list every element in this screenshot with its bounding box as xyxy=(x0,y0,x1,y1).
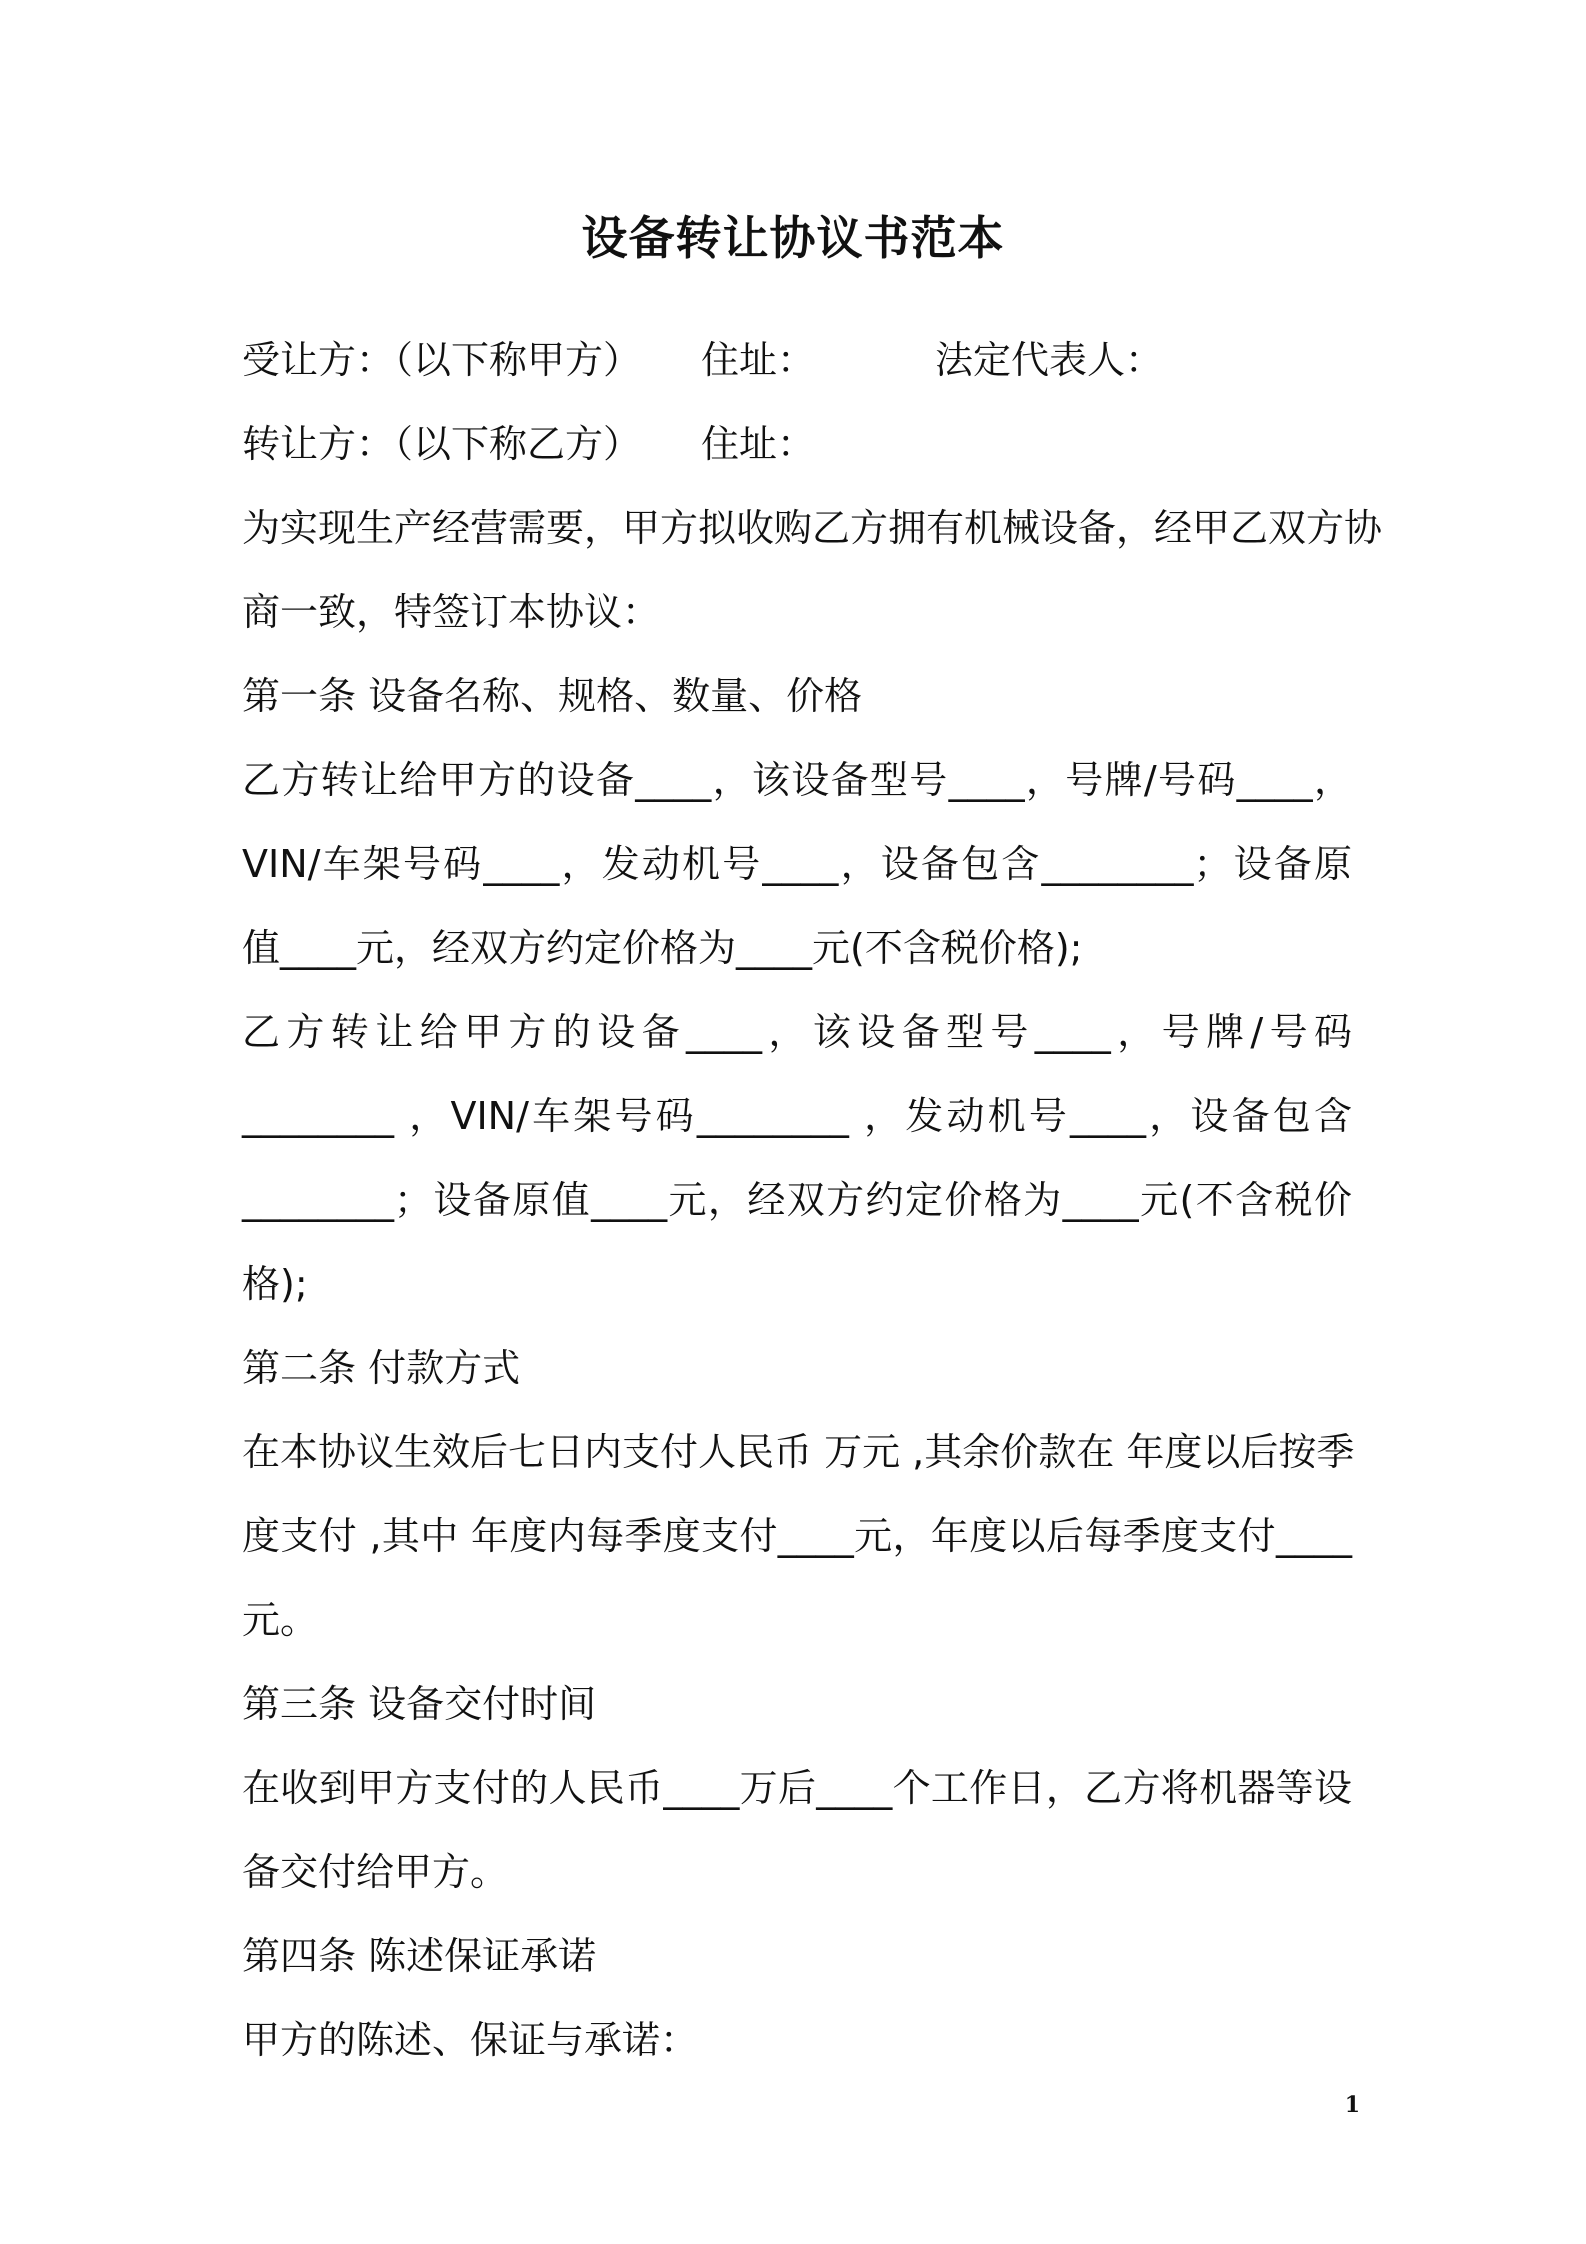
body-line: 为实现生产经营需要，甲方拟收购乙方拥有机械设备，经甲乙双方协 xyxy=(242,506,1383,550)
body-line: 乙方转让给甲方的设备____，该设备型号____，号牌/号码 xyxy=(242,1010,1352,1054)
body-line: ________；设备原值____元，经双方约定价格为____元(不含税价 xyxy=(242,1178,1352,1222)
article-4-heading: 第四条 陈述保证承诺 xyxy=(242,1934,597,1978)
body-line: 度支付 ,其中 年度内每季度支付____元，年度以后每季度支付____ xyxy=(242,1514,1352,1558)
body-line: 值____元，经双方约定价格为____元(不含税价格); xyxy=(242,926,1083,970)
page-number: 1 xyxy=(1344,2092,1360,2118)
body-line: 商一致，特签订本协议： xyxy=(242,590,661,634)
body-line: ________ ，VIN/车架号码________ ，发动机号____，设备包含 xyxy=(242,1094,1352,1138)
body-line: VIN/车架号码____，发动机号____，设备包含________；设备原 xyxy=(242,842,1352,886)
body-line: 在收到甲方支付的人民币____万后____个工作日，乙方将机器等设 xyxy=(242,1766,1352,1810)
party-b-address: 住址： xyxy=(701,422,816,466)
party-a-line xyxy=(242,334,1352,386)
article-1-heading: 第一条 设备名称、规格、数量、价格 xyxy=(242,674,863,718)
party-b-line xyxy=(242,418,1352,470)
article-3-heading: 第三条 设备交付时间 xyxy=(242,1682,597,1726)
document-title: 设备转让协议书范本 xyxy=(581,211,1005,265)
party-a-representative: 法定代表人： xyxy=(935,338,1164,382)
body-line: 甲方的陈述、保证与承诺： xyxy=(242,2018,699,2062)
body-line: 格); xyxy=(242,1262,308,1306)
party-b-label: 转让方：（以下称乙方） xyxy=(242,422,642,466)
body-line: 在本协议生效后七日内支付人民币 万元 ,其余价款在 年度以后按季 xyxy=(242,1430,1355,1474)
body-line: 乙方转让给甲方的设备____，该设备型号____，号牌/号码____， xyxy=(242,758,1352,802)
body-line: 元。 xyxy=(242,1598,319,1642)
party-a-address: 住址： xyxy=(701,338,816,382)
body-line: 备交付给甲方。 xyxy=(242,1850,509,1894)
party-a-label: 受让方：（以下称甲方） xyxy=(242,338,642,382)
article-2-heading: 第二条 付款方式 xyxy=(242,1346,521,1390)
